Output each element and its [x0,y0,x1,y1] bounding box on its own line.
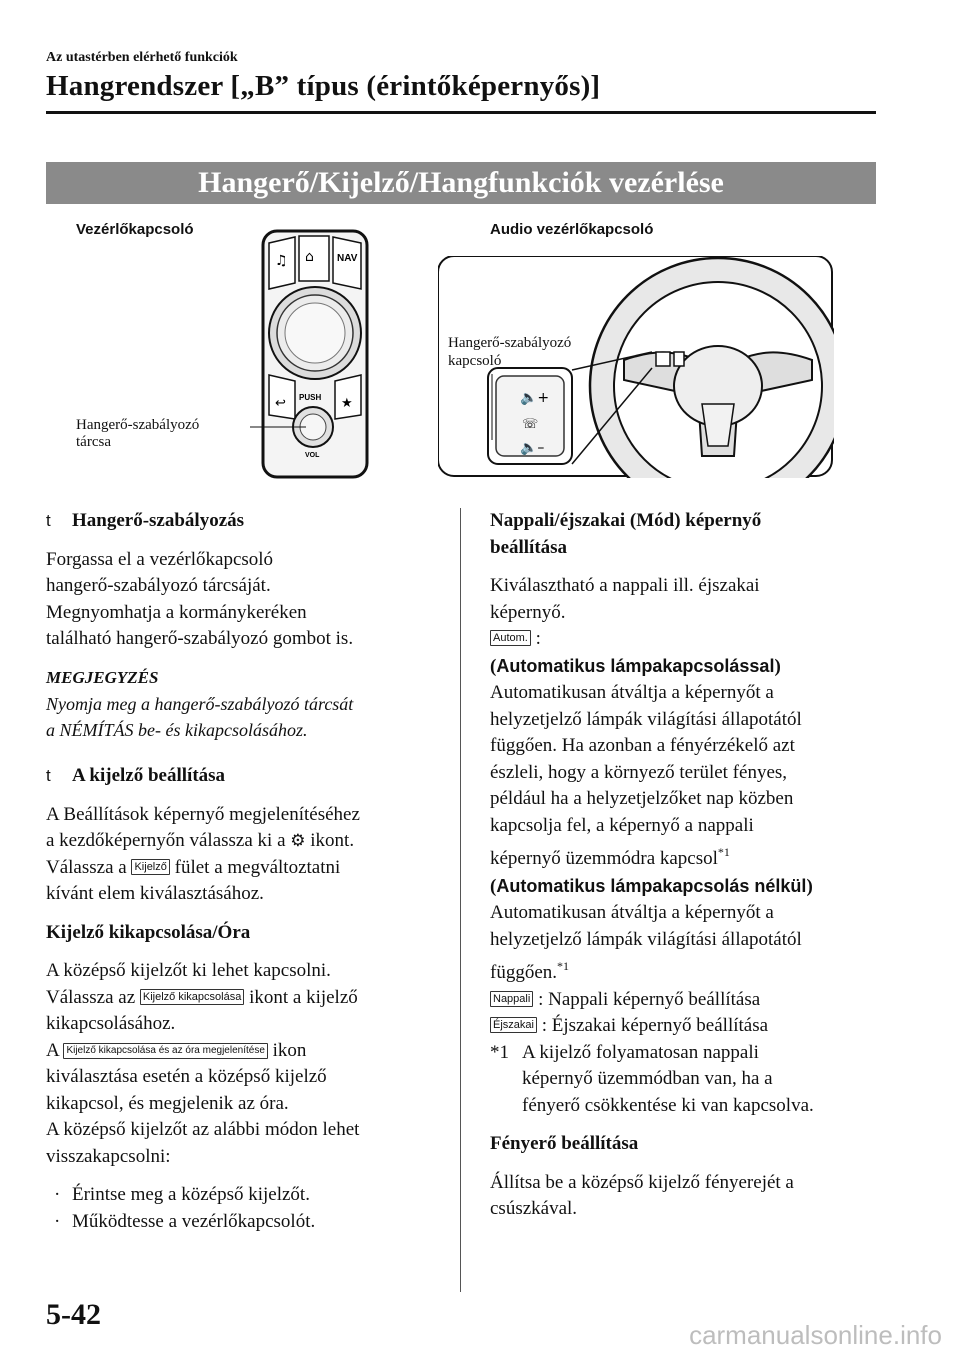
text-line: Automatikusan átváltja a képernyőt a [490,902,774,923]
switch-callout [448,334,571,370]
text-line [46,1038,454,1065]
text-span: képernyő üzemmódra kapcsol [490,848,718,869]
left-column [46,508,454,1235]
text-line [490,987,890,1014]
note-title: MEGJEGYZÉS [46,667,159,687]
text-line: Megnyomhatja a kormánykeréken [46,601,307,623]
night-chip: Éjszakai [490,1017,537,1033]
section-header: Az utastérben elérhető funkciók [46,50,238,65]
watermark: carmanualsonline.info [689,1320,942,1350]
text-span: ikont a kijelző [249,986,358,1008]
text-line: helyzetjelző lámpák világítási állapotától [490,928,802,950]
text-line [46,985,454,1012]
figure-label-left: Vezérlőkapcsoló [76,221,194,238]
auto-on-title [490,653,890,681]
text-span: ) [774,655,781,677]
text-line [490,839,890,873]
footnote-ref: *1 [557,959,570,973]
topic-banner: Hangerő/Kijelző/Hangfunkciók vezérlése [46,162,876,204]
text-line: kikapcsol, és megjelenik az óra. [46,1092,289,1114]
volume-down-icon: 🔈– [520,440,545,456]
subsection-daynight-title: Nappali/éjszakai (Mód) képernyő [490,510,762,531]
push-text: PUSH [299,393,322,402]
dot-bullet: · [54,1184,61,1205]
footnote [490,1040,890,1120]
text-line: A Beállítások képernyő megjelenítéséhez [46,803,360,825]
voice-icon: ☏ [522,417,539,432]
callout-line-dial [250,420,310,440]
dial-callout-line2: tárcsa [76,434,111,450]
display-off-clock-chip: Kijelző kikapcsolása és az óra megjelenítése [63,1043,267,1059]
text-line: hangerő-szabályozó tárcsáját. [46,575,271,596]
text-line: Állítsa be a középső kijelző fényerejét a [490,1171,794,1193]
text-span: a kezdőképernyőn válassza ki a [46,830,286,851]
header-rule [46,111,876,114]
text-line: kiválasztása esetén a középső kijelző [46,1066,327,1087]
text-span: A [46,1039,59,1061]
text-line: Kiválasztható a nappali ill. éjszakai [490,575,760,596]
control-knob-illustration [255,225,375,480]
text-line: észleli, hogy a környező terület fényes, [490,761,788,783]
text-line: Automatikusan átváltja a képernyőt a [490,682,774,703]
note-line: Nyomja meg a hangerő-szabályozó tárcsát [46,694,354,714]
switch-callout-line1: Hangerő-szabályozó [448,335,572,351]
auto-off-title [490,873,890,901]
section-display-title: A kijelző beállítása [72,765,226,786]
text-span: függően. [490,962,558,983]
text-line: képernyő üzemmódban van, ha a [522,1068,773,1089]
text-span: Automatikus lámpakapcsolás nélkül [496,875,807,896]
text-line [490,626,890,653]
text-span: ( [490,875,497,897]
text-span: : Éjszakai képernyő beállítása [541,1015,769,1036]
text-line: fényerő csökkentése ki van kapcsolva. [522,1094,814,1116]
volume-up-icon: 🔈+ [520,390,550,406]
text-line: helyzetjelző lámpák világítási állapotától [490,708,802,730]
text-line: képernyő. [490,601,566,623]
dial-callout [76,417,199,451]
text-span: fület a megváltoztatni [174,856,341,878]
page-number: 5-42 [46,1298,101,1331]
back-icon: ↩ [275,396,286,411]
bullet-item [46,1209,454,1236]
nav-text: NAV [337,253,358,264]
text-span: ikont. [310,830,355,851]
section-bullet: t [46,766,51,785]
text-span: Válassza a [46,856,127,878]
page-title: Hangrendszer [„B” típus (érintőképernyős)] [46,70,601,102]
text-span: Automatikus lámpakapcsolással [496,655,775,676]
figure-label-right: Audio vezérlőkapcsoló [490,221,654,238]
footnote-ref: *1 [717,845,730,859]
text-span: ( [490,655,497,677]
text-span: ) [806,875,813,897]
section-bullet: t [46,511,51,530]
bullet-item [46,1182,454,1209]
dot-bullet: · [54,1210,61,1232]
display-tab-chip: Kijelző [131,859,169,875]
text-line: A középső kijelzőt ki lehet kapcsolni. [46,960,331,981]
text-line [46,855,454,882]
text-line [46,828,454,855]
text-span: : Nappali képernyő beállítása [538,988,761,1010]
text-line: függően. Ha azonban a fényérzékelő azt [490,735,795,756]
section-volume [46,508,454,535]
text-span: ikon [272,1039,307,1061]
subsection-daynight-title2: beállítása [490,536,568,558]
footnote-body [522,1040,814,1120]
text-line: például ha a helyzetjelzőket nap közben [490,788,794,809]
text-line: csúszkával. [490,1198,578,1219]
text-line [490,953,890,987]
day-chip: Nappali [490,991,533,1007]
music-icon: ♫ [275,253,288,269]
right-column [490,508,890,1223]
bullet-text: Működtesse a vezérlőkapcsolót. [72,1210,316,1232]
section-display [46,763,454,790]
text-line: A kijelző folyamatosan nappali [522,1041,759,1063]
text-line: kikapcsolásához. [46,1013,176,1034]
text-line: A középső kijelzőt az alábbi módon lehet [46,1119,360,1140]
favorite-icon: ★ [341,396,353,411]
text-span: Válassza az [46,986,136,1008]
text-line [490,1013,890,1040]
bullet-text: Érintse meg a középső kijelzőt. [72,1184,310,1205]
text-line: visszakapcsolni: [46,1145,171,1167]
settings-gear-icon: ⚙ [290,831,306,851]
column-divider [460,508,461,1292]
home-icon: ⌂ [305,249,314,265]
dial-callout-line1: Hangerő-szabályozó [76,417,200,433]
auto-chip: Autom. [490,630,531,646]
text-line: Forgassa el a vezérlőkapcsoló [46,548,274,570]
text-line: kapcsolja fel, a képernyő a nappali [490,814,754,836]
text-span: : [535,628,541,649]
subsection-brightness: Fényerő beállítása [490,1133,639,1154]
section-volume-title: Hangerő-szabályozás [72,510,245,531]
display-off-chip: Kijelző kikapcsolása [140,989,244,1005]
footnote-key: *1 [490,1041,509,1063]
text-line: található hangerő-szabályozó gombot is. [46,628,354,649]
switch-callout-line2: kapcsoló [448,353,502,369]
text-line: kívánt elem kiválasztásához. [46,883,264,904]
note-line: a NÉMÍTÁS be- és kikapcsolásához. [46,720,308,740]
subsection-display-off: Kijelző kikapcsolása/Óra [46,921,251,943]
vol-text: VOL [305,452,320,459]
